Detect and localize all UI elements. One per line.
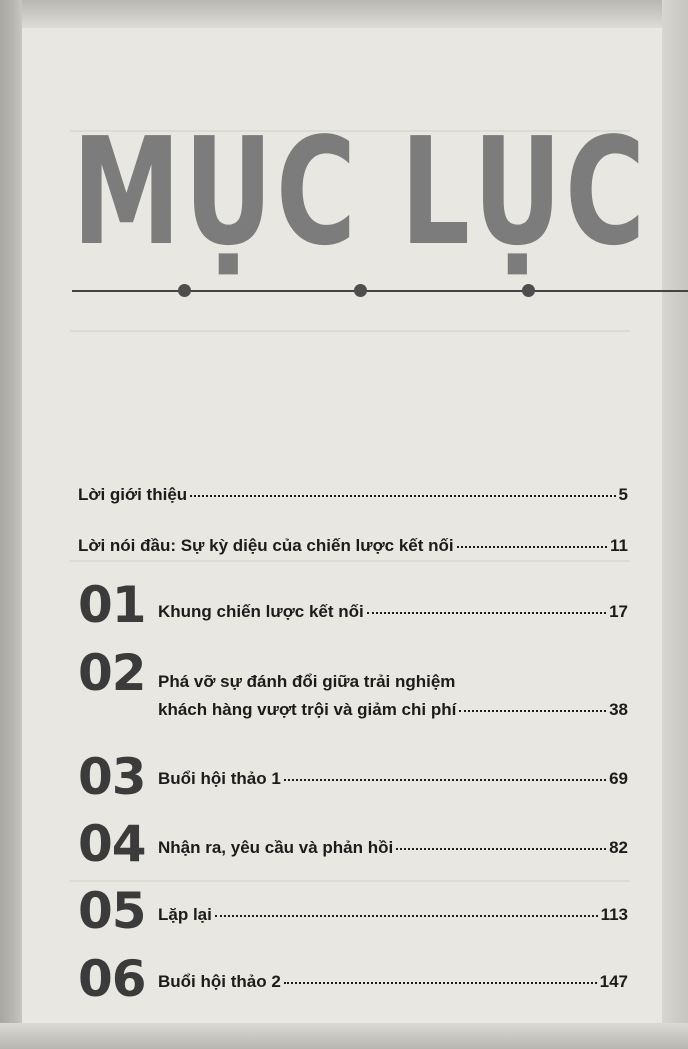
dot-leader (215, 914, 598, 917)
toc-entry-page: 38 (609, 700, 628, 719)
toc-entry-page: 147 (599, 972, 628, 991)
rule-dot (522, 284, 535, 297)
page-right-edge (662, 0, 688, 1049)
toc-entry-foreword[interactable] (78, 536, 628, 556)
chapter-number: 03 (78, 748, 146, 806)
chapter-number: 01 (78, 576, 146, 634)
toc-entry-label: Khung chiến lược kết nối (158, 602, 364, 621)
toc-entry-label: Lời nói đầu: Sự kỳ diệu của chiến lược kết nối (78, 536, 454, 555)
toc-entry-label: Buổi hội thảo 1 (158, 769, 281, 788)
chapter-number: 06 (78, 950, 146, 1008)
rule-dot (178, 284, 191, 297)
page-title: MỤC LỤC (72, 106, 649, 278)
toc-entry-page: 5 (618, 485, 628, 504)
dot-leader (459, 709, 606, 712)
toc-entry-chapter-6[interactable] (158, 972, 628, 992)
toc-entry-label: Buổi hội thảo 2 (158, 972, 281, 991)
toc-entry-label: Nhận ra, yêu cầu và phản hồi (158, 838, 394, 857)
title-rule (72, 290, 688, 292)
toc-entry-chapter-2[interactable] (158, 700, 628, 720)
page-top-edge (0, 0, 688, 28)
toc-entry-chapter-3[interactable] (158, 769, 628, 789)
toc-entry-label: Lặp lại (158, 905, 212, 924)
bleed-through-line (70, 560, 630, 562)
dot-leader (457, 545, 607, 548)
toc-entry-page: 69 (609, 769, 628, 788)
dot-leader (396, 847, 606, 850)
bleed-through-line (70, 330, 630, 332)
toc-entry-chapter-4[interactable] (158, 838, 628, 858)
chapter-number: 02 (78, 644, 146, 702)
toc-entry-page: 11 (610, 536, 628, 555)
toc-entry-page: 113 (600, 905, 628, 924)
toc-entry-page: 17 (609, 602, 628, 621)
dot-leader (367, 611, 606, 614)
chapter-number: 04 (78, 815, 146, 873)
toc-entry-intro[interactable] (78, 485, 628, 505)
dot-leader (284, 778, 606, 781)
toc-entry-label: khách hàng vượt trội và giảm chi phí (158, 700, 457, 719)
toc-entry-chapter-1[interactable] (158, 602, 628, 622)
bleed-through-line (70, 880, 630, 882)
toc-entry-chapter-5[interactable] (158, 905, 628, 925)
dot-leader (190, 494, 615, 497)
page-left-edge (0, 0, 22, 1049)
page-bottom-edge (0, 1023, 688, 1049)
toc-entry-page: 82 (609, 838, 628, 857)
dot-leader (284, 981, 597, 984)
toc-entry-label: Lời giới thiệu (78, 485, 188, 504)
toc-entry-label-line1[interactable]: Phá vỡ sự đánh đổi giữa trải nghiệm (158, 672, 456, 691)
chapter-number: 05 (78, 882, 146, 940)
rule-dot (354, 284, 367, 297)
